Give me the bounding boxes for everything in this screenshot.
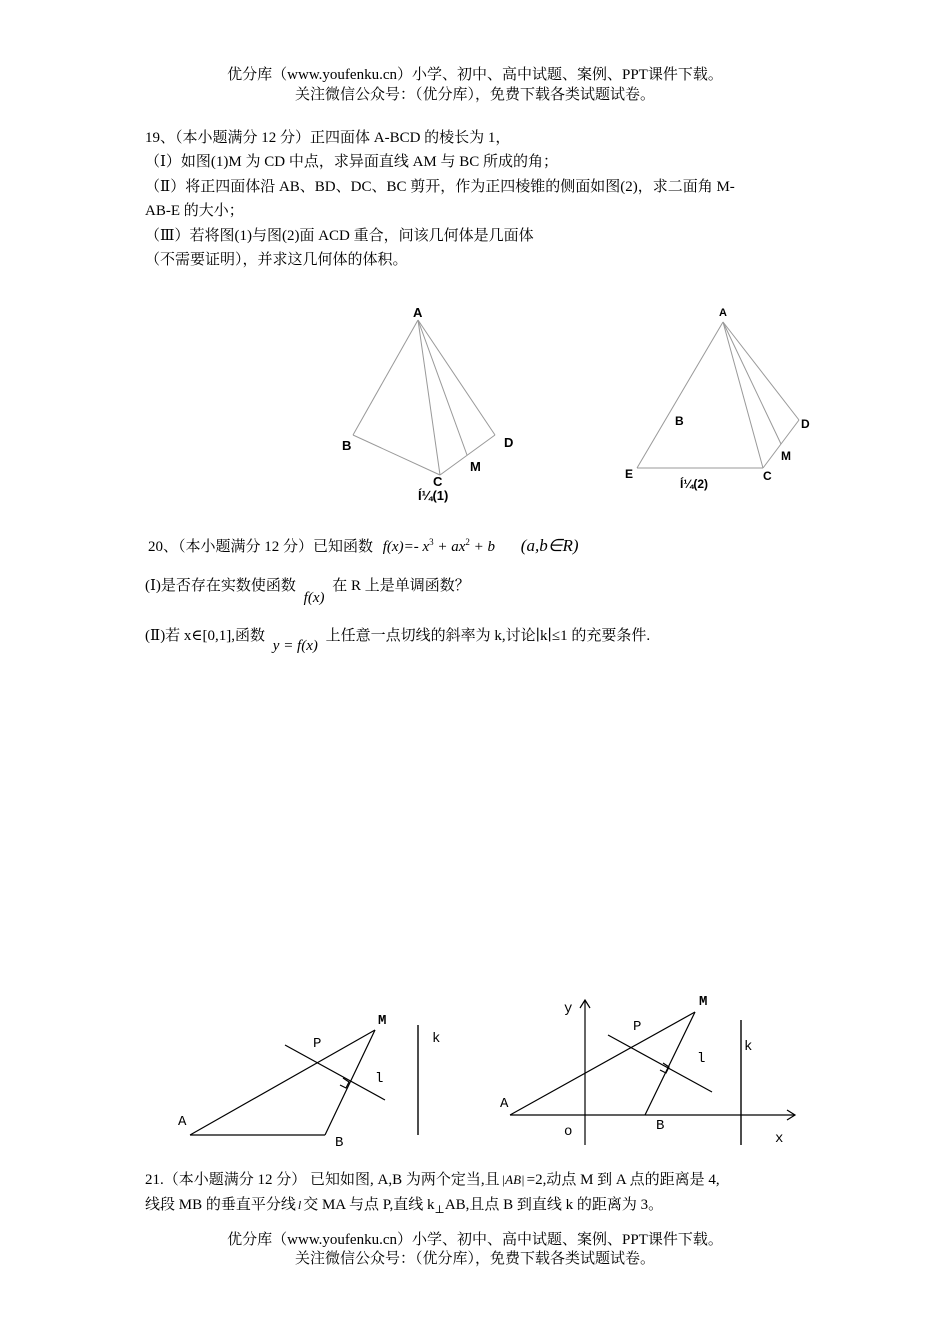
header-line-1: 优分库（www.youfenku.cn）小学、初中、高中试题、案例、PPT课件下载。 [227,67,723,83]
fig4-label-k: k [744,1039,753,1055]
q20-part1-post: 在 R 上是单调函数？ [332,578,470,594]
fig4-label-o: o [564,1124,573,1140]
q19-part3b: （不需要证明），并求这几何体的体积。 [145,252,408,268]
fig2-label-M: M [781,449,791,463]
fig1-label-D: D [504,435,514,450]
fig3-label-k: k [432,1031,441,1047]
edge-BC [353,435,440,475]
q20-part1-line [145,576,470,606]
segment-AM [190,1030,375,1135]
q21-line1-pre: 21.（本小题满分 12 分） 已知如图, A,B 为两个定当,且 [145,1172,500,1188]
footer-line-1: 优分库（www.youfenku.cn）小学、初中、高中试题、案例、PPT课件下载。 [227,1232,723,1248]
q20-stem-line [148,532,579,557]
fig4-label-l: l [697,1051,706,1067]
fig2-label-C: C [763,469,772,483]
segment-BM [325,1030,375,1135]
fig4-label-B: B [656,1118,665,1134]
fig1-label-M: M [470,459,481,474]
q21-perp: ⊥ [434,1204,445,1216]
q20-func-pre: =- x [403,539,430,555]
figure-3-triangle [170,1000,460,1160]
edge-AD [418,320,495,435]
fig2-label-B: B [675,414,684,428]
fig2-label-E: E [625,467,634,481]
q21-line2-post: AB,且点 B 到直线 k 的距离为 3。 [444,1197,664,1213]
figure-1-tetrahedron [330,300,530,510]
fig3-label-l: l [375,1071,384,1087]
q21-line2-mid: 交 MA 与点 P,直线 k [303,1197,435,1213]
segment-BM [645,1012,695,1115]
fig3-label-B: B [335,1135,344,1151]
fig4-label-P: P [633,1019,642,1035]
fig3-label-P: P [313,1036,322,1052]
q20-part2-func: y = f(x) [272,638,318,654]
q20-part1-pre: (Ⅰ)是否存在实数使函数 [145,578,296,594]
edge-AC [723,322,763,468]
fig4-label-x: x [775,1131,784,1147]
fig2-label-D: D [801,417,810,431]
q20-exp2: 2 [465,537,470,547]
edge-CD [440,435,495,475]
q19-part2a: （Ⅱ）将正四面体沿 AB、BD、DC、BC 剪开，作为正四棱锥的侧面如图(2)，求二面角 M- [145,179,735,195]
q20-func-lhs: f(x) [382,539,404,555]
figure-2-pyramid [615,300,825,500]
edge-AM [418,320,467,455]
q20-part2-pre: (Ⅱ)若 x∈[0,1],函数 [145,628,266,644]
q19-part3a: （Ⅲ）若将图(1)与图(2)面 ACD 重合，问该几何体是几面体 [145,228,534,244]
fig4-label-A: A [500,1096,509,1112]
fig2-label-A: A [719,307,727,319]
q20-stem: 20、（本小题满分 12 分）已知函数 [148,539,374,555]
q19-part1: （Ⅰ）如图(1)M 为 CD 中点，求异面直线 AM 与 BC 所成的角； [145,154,559,170]
edge-AB [353,320,418,435]
footer-line-2: 关注微信公众号：（优分库），免费下载各类试题试卷。 [294,1251,655,1267]
edge-AC [418,320,440,475]
fig4-label-M: M [699,994,708,1010]
q20-func-end: + b [469,539,496,555]
fig1-caption: Í¼(1) [418,488,449,503]
q19-part2b: AB-E 的大小； [145,203,244,219]
fig2-caption: Í¼(2) [680,477,709,491]
edge-AE [637,322,723,468]
edge-AM [723,322,781,444]
segment-AM [510,1012,695,1115]
figure-4-coordinates [490,990,810,1150]
q20-func-mid: + ax [433,539,466,555]
q20-part1-func: f(x) [303,590,325,606]
q21-line-1 [145,1170,720,1190]
q21-line2-pre: 线段 MB 的垂直平分线 [145,1197,296,1213]
q21-line1-post: =2,动点 M 到 A 点的距离是 4, [526,1172,720,1188]
q21-abs-AB: |AB| [501,1172,525,1187]
edge-AD [723,322,799,420]
q20-exp3: 3 [429,537,434,547]
q21-line-2 [145,1195,663,1216]
fig1-label-C: C [433,474,443,489]
fig4-label-y: y [564,1001,573,1017]
fig3-label-A: A [178,1114,187,1130]
q20-condition: (a,b∈R) [520,536,579,555]
q20-part2-post: 上任意一点切线的斜率为 k,讨论∣k∣≤1 的充要条件. [325,628,651,644]
fig1-label-B: B [342,438,352,453]
fig1-label-A: A [413,305,423,320]
q21-line-l: l [297,1198,302,1212]
q19-stem: 19、（本小题满分 12 分）正四面体 A-BCD 的棱长为 1， [145,130,511,146]
header-line-2: 关注微信公众号：（优分库），免费下载各类试题试卷。 [294,87,655,103]
fig3-label-M: M [378,1013,387,1029]
q20-part2-line [145,626,651,654]
